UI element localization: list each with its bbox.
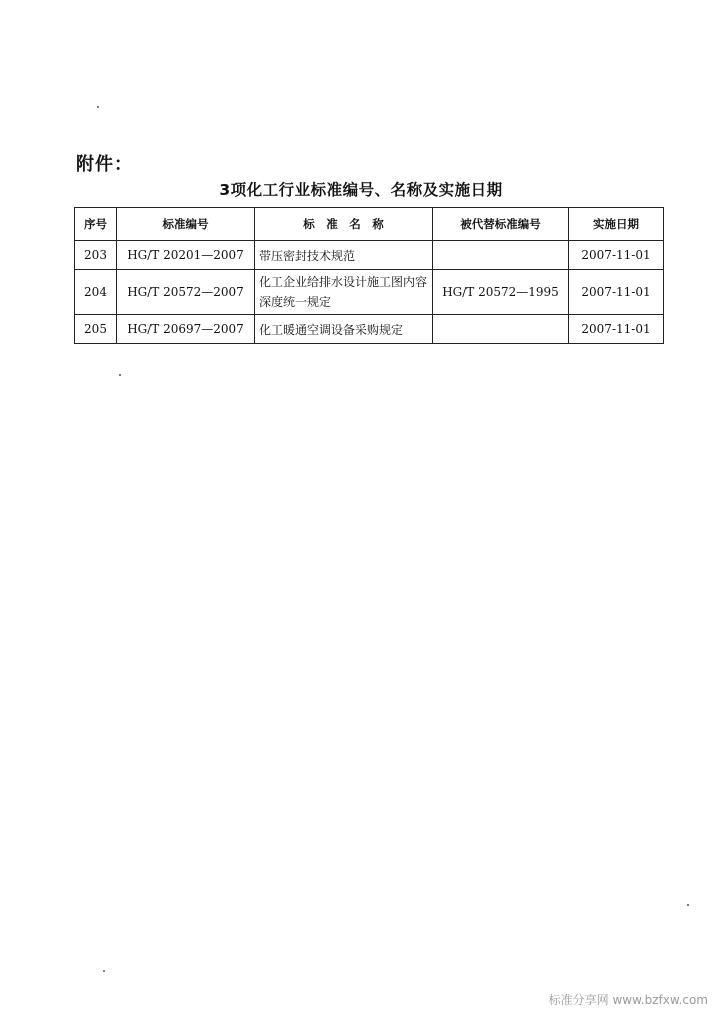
scan-speck — [687, 904, 689, 906]
header-standard-code: 标准编号 — [117, 208, 255, 241]
cell-serial-number: 204 — [75, 270, 117, 315]
cell-replaced-code: HG/T 20572—1995 — [433, 270, 569, 315]
cell-standard-name: 带压密封技术规范 — [255, 241, 433, 270]
cell-effective-date: 2007-11-01 — [569, 241, 664, 270]
scan-speck — [119, 374, 121, 376]
cell-serial-number: 203 — [75, 241, 117, 270]
header-replaced-code: 被代替标准编号 — [433, 208, 569, 241]
header-standard-name: 标 准 名 称 — [255, 208, 433, 241]
scan-speck — [103, 970, 105, 972]
watermark-footer: 标准分享网 www.bzfxw.com — [548, 993, 708, 1007]
cell-replaced-code — [433, 241, 569, 270]
table-row — [75, 315, 664, 344]
cell-standard-code: HG/T 20572—2007 — [117, 270, 255, 315]
cell-standard-name: 化工暖通空调设备采购规定 — [255, 315, 433, 344]
cell-standard-name: 化工企业给排水设计施工图内容深度统一规定 — [255, 270, 433, 315]
cell-replaced-code — [433, 315, 569, 344]
standards-table — [74, 207, 664, 344]
attachment-label: 附件： — [76, 154, 133, 175]
table-header-row — [75, 208, 664, 241]
cell-effective-date: 2007-11-01 — [569, 270, 664, 315]
cell-standard-code: HG/T 20697—2007 — [117, 315, 255, 344]
cell-standard-code: HG/T 20201—2007 — [117, 241, 255, 270]
scan-speck — [97, 106, 99, 108]
cell-effective-date: 2007-11-01 — [569, 315, 664, 344]
document-title: 3项化工行业标准编号、名称及实施日期 — [219, 181, 503, 199]
header-serial-number: 序号 — [75, 208, 117, 241]
header-effective-date: 实施日期 — [569, 208, 664, 241]
table-row — [75, 241, 664, 270]
cell-serial-number: 205 — [75, 315, 117, 344]
table-row — [75, 270, 664, 315]
